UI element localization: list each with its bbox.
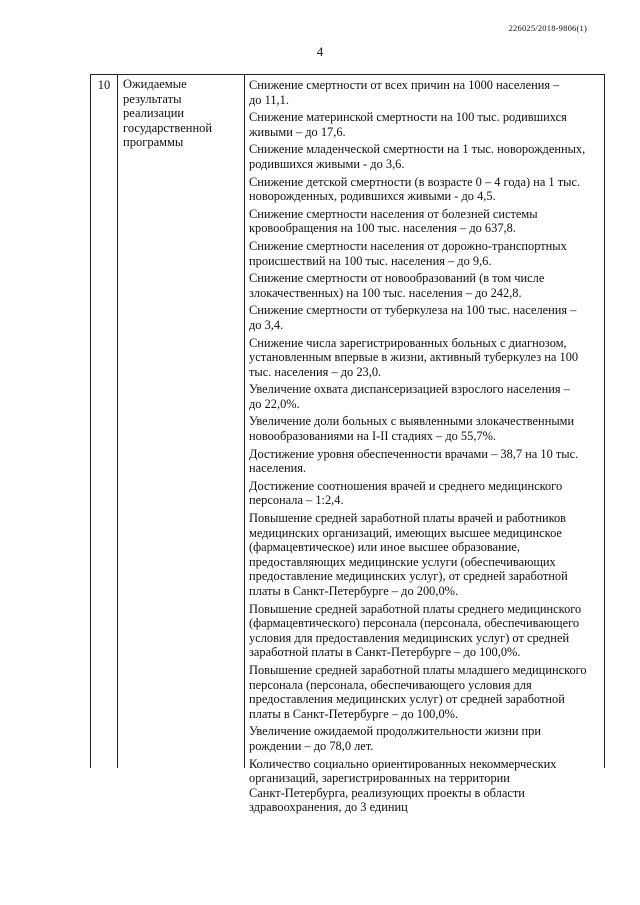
result-line: Снижение смертности населения от дорожно-транспортных bbox=[249, 238, 567, 253]
result-item bbox=[245, 204, 606, 236]
row-title-line: Ожидаемые bbox=[123, 77, 187, 91]
result-item bbox=[245, 75, 606, 107]
result-line: Снижение смертности населения от болезней системы bbox=[249, 206, 538, 221]
result-line: до 3,4. bbox=[249, 317, 284, 332]
result-line: персонала – 1:2,4. bbox=[249, 493, 344, 508]
row-number: 10 bbox=[91, 75, 118, 768]
result-item bbox=[245, 139, 606, 171]
result-line: условия для предоставления медицинских услуг) от средней bbox=[249, 630, 570, 645]
result-line: предоставления медицинских услуг) от средней заработной bbox=[249, 692, 565, 707]
result-item bbox=[245, 411, 606, 443]
program-table bbox=[90, 74, 605, 815]
result-line: медицинских организаций, имеющих высшее медицинское bbox=[249, 525, 562, 540]
result-item bbox=[245, 476, 606, 508]
result-line: Повышение средней заработной платы младшего медицинского bbox=[249, 662, 587, 677]
result-line: рождении – до 78,0 лет. bbox=[249, 738, 374, 753]
row-title-line: программы bbox=[123, 135, 184, 150]
result-line: Увеличение охвата диспансеризацией взрослого населения – bbox=[249, 382, 570, 397]
result-line: населения. bbox=[249, 461, 307, 476]
result-item bbox=[245, 754, 606, 815]
row-title-line: результаты bbox=[123, 91, 182, 106]
result-item bbox=[245, 333, 606, 380]
result-line: новорожденных, родившихся живыми - до 4,5. bbox=[249, 189, 496, 204]
result-line: платы в Санкт-Петербурге – до 100,0%. bbox=[249, 706, 459, 721]
result-line: Снижение числа зарегистрированных больных с диагнозом, bbox=[249, 335, 567, 350]
result-line: происшествий на 100 тыс. населения – до 9,6. bbox=[249, 253, 492, 268]
result-line: предоставляющих медицинские услуги (обеспечивающих bbox=[249, 554, 556, 569]
result-item bbox=[245, 660, 606, 721]
result-line: (фармацевтического) персонала (персонала, обеспечивающего bbox=[249, 616, 580, 631]
result-item bbox=[245, 236, 606, 268]
result-item bbox=[245, 107, 606, 139]
result-line: новообразованиями на I-II стадиях – до 55,7%. bbox=[249, 429, 497, 444]
result-line: Снижение детской смертности (в возрасте 0 – 4 года) на 1 тыс. bbox=[249, 174, 581, 189]
result-line: организаций, зарегистрированных на территории bbox=[249, 771, 510, 786]
result-line: Достижение уровня обеспеченности врачами – 38,7 на 10 тыс. bbox=[249, 446, 579, 461]
page-number: 4 bbox=[316, 44, 324, 59]
result-line: Количество социально ориентированных некоммерческих bbox=[249, 756, 557, 771]
result-line: Снижение материнской смертности на 100 тыс. родившихся bbox=[249, 110, 567, 125]
result-line: платы в Санкт-Петербурге – до 200,0%. bbox=[249, 584, 459, 598]
row-title bbox=[118, 75, 245, 768]
result-line: живыми – до 17,6. bbox=[249, 124, 346, 139]
result-line: Увеличение ожидаемой продолжительности жизни при bbox=[249, 724, 542, 739]
result-item bbox=[245, 444, 606, 476]
document-id: 226025/2018-9806(1) bbox=[508, 23, 587, 33]
result-line: Повышение средней заработной платы врачей и работников bbox=[249, 511, 567, 526]
result-line: Повышение средней заработной платы среднего медицинского bbox=[249, 601, 582, 616]
row-title-line: государственной bbox=[123, 120, 213, 135]
result-item bbox=[245, 599, 606, 660]
expected-results bbox=[245, 75, 606, 815]
result-item bbox=[245, 379, 606, 411]
result-line: до 22,0%. bbox=[249, 396, 300, 411]
result-line: Достижение соотношения врачей и среднего медицинского bbox=[249, 478, 563, 493]
result-line: заработной платы в Санкт-Петербурге – до 100,0%. bbox=[249, 645, 521, 660]
result-line: установленным впервые в жизни, активный туберкулез на 100 bbox=[249, 350, 579, 365]
result-item bbox=[245, 268, 606, 300]
result-line: злокачественных) на 100 тыс. населения – до 242,8. bbox=[249, 285, 522, 300]
result-line: персонала (персонала, обеспечивающего условия для bbox=[249, 677, 532, 692]
result-line: (фармацевтическое) или иное высшее образование, bbox=[249, 540, 520, 555]
result-item bbox=[245, 300, 606, 332]
result-line: кровообращения на 100 тыс. населения – до 637,8. bbox=[249, 221, 516, 236]
result-line: Снижение смертности от новообразований (в том числе bbox=[249, 271, 545, 286]
result-line: Снижение смертности от всех причин на 1000 населения – bbox=[249, 78, 560, 92]
result-item bbox=[245, 508, 606, 599]
result-item bbox=[245, 172, 606, 204]
result-line: предоставление медицинских услуг), от средней заработной bbox=[249, 569, 568, 584]
result-line: Санкт-Петербурга, реализующих проекты в области bbox=[249, 785, 525, 800]
result-line: до 11,1. bbox=[249, 92, 289, 107]
result-line: здравоохранения, до 3 единиц bbox=[249, 800, 408, 815]
result-line: Снижение младенческой смертности на 1 тыс. новорожденных, bbox=[249, 142, 586, 157]
result-line: тыс. населения – до 23,0. bbox=[249, 364, 382, 379]
result-line: Увеличение доли больных с выявленными злокачественными bbox=[249, 414, 575, 429]
row-title-line: реализации bbox=[123, 106, 185, 121]
result-line: родившихся живыми - до 3,6. bbox=[249, 156, 405, 171]
result-line: Снижение смертности от туберкулеза на 100 тыс. населения – bbox=[249, 303, 577, 318]
result-item bbox=[245, 721, 606, 753]
